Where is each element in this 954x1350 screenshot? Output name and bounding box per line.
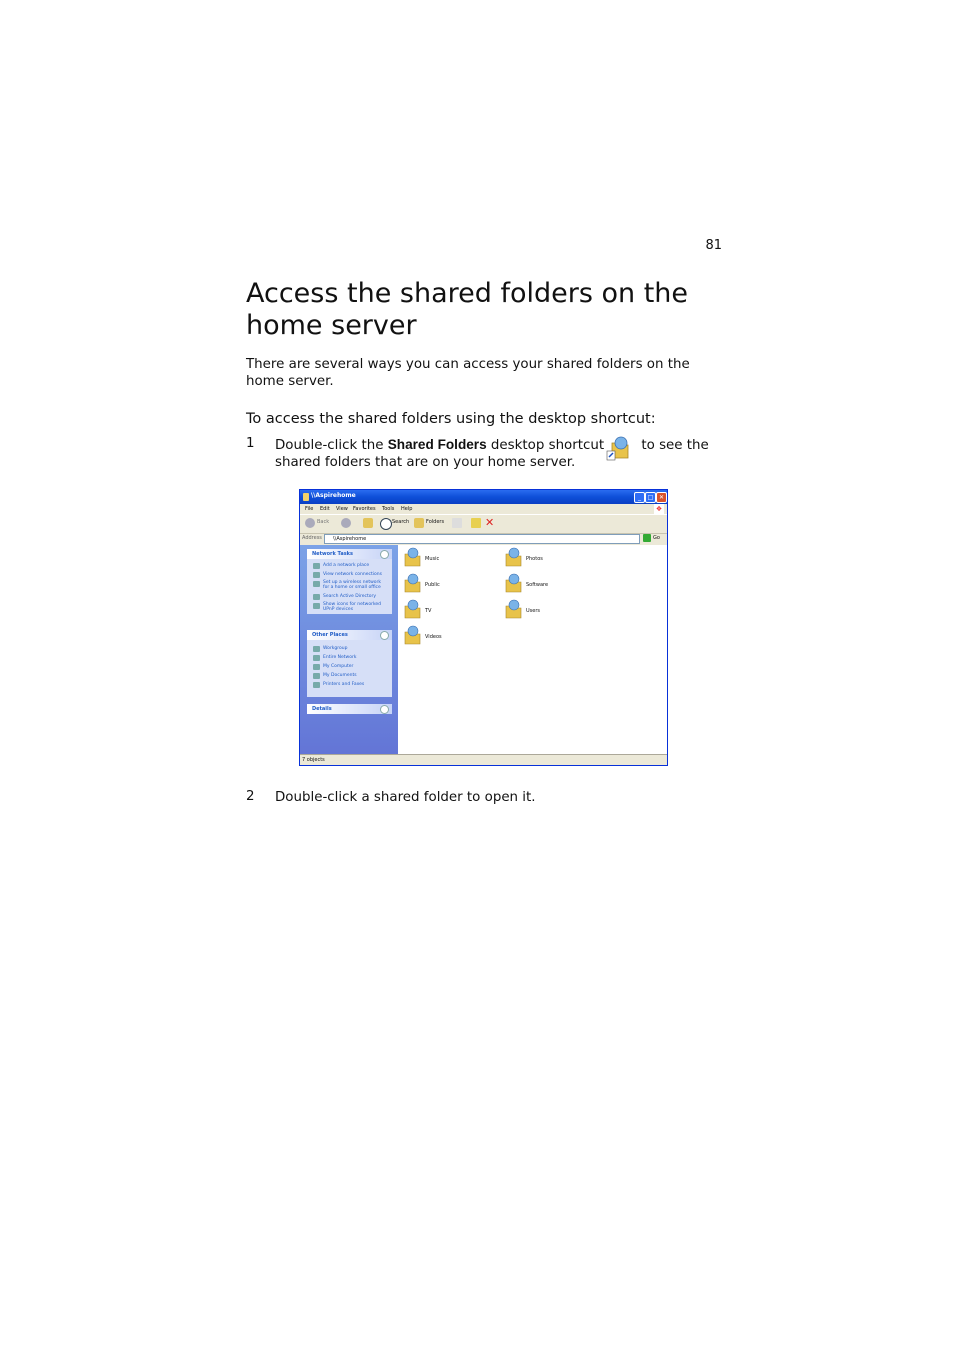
shared-folder-icon [504,599,522,619]
address-input[interactable]: \\Aspirehome [324,534,640,544]
details-panel [307,704,392,714]
step-1-text: Double-click the Shared Folders desktop shortcut to see the shared folders that are on your home server. [275,437,709,470]
step-1-number: 1 [246,436,255,451]
view-network-connections-link[interactable]: View network connections [323,572,382,577]
workgroup-icon [313,646,320,652]
forward-arrow-icon[interactable] [341,518,351,528]
show-upnp-icons-link[interactable]: Show icons for networked UPnP devices [323,602,382,612]
status-text: 7 objects [302,757,325,763]
explorer-window-screenshot [299,489,668,766]
window-title: \\Aspirehome [311,492,356,499]
menu-view[interactable]: View [336,506,348,512]
address-label: Address [302,535,322,541]
checkmark-icon[interactable] [471,518,481,528]
shared-folder-icon [403,547,421,567]
network-tasks-panel [307,549,392,614]
search-active-directory-link[interactable]: Search Active Directory [323,594,376,599]
my-documents-link[interactable]: My Documents [323,673,357,678]
menu-favorites[interactable]: Favorites [353,506,376,512]
close-button[interactable]: ✕ [656,492,667,503]
other-places-panel [307,630,392,697]
network-tasks-header[interactable]: Network Tasks [307,549,392,559]
back-button[interactable]: Back [317,519,330,525]
window-titlebar [300,490,667,504]
page-title: Access the shared folders on the home server [246,278,689,341]
go-arrow-icon[interactable] [643,534,651,542]
entire-network-icon [313,655,320,661]
shared-folder-icon [403,599,421,619]
back-arrow-icon[interactable] [305,518,315,528]
toolbar [300,514,667,534]
other-places-header[interactable]: Other Places [307,630,392,640]
maximize-button[interactable]: □ [645,492,656,503]
menu-help[interactable]: Help [401,506,413,512]
search-icon [380,518,392,530]
menu-edit[interactable]: Edit [320,506,330,512]
collapse-chevron-icon[interactable] [380,631,389,640]
shared-folder-icon [504,573,522,593]
window-icon [303,493,309,501]
shared-folder-icon [403,625,421,645]
shared-folders-shortcut-icon [606,434,632,462]
my-computer-icon [313,664,320,670]
folders-icon [414,518,424,528]
windows-logo-icon: ❖ [655,505,663,513]
printers-icon [313,682,320,688]
menu-file[interactable]: File [305,506,314,512]
shared-folder-icon [403,573,421,593]
workgroup-link[interactable]: Workgroup [323,646,348,651]
intro-paragraph: There are several ways you can access your shared folders on the home server. [246,357,690,389]
network-place-icon [313,563,320,569]
wireless-network-icon [313,581,320,587]
folder-view: Music Photos Public Software TV Users Videos [398,545,667,754]
task-pane [300,545,398,754]
add-network-place-link[interactable]: Add a network place [323,563,370,568]
minimize-button[interactable]: _ [634,492,645,503]
views-icon[interactable] [452,518,462,528]
details-header[interactable]: Details [307,704,392,714]
search-button[interactable]: Search [392,519,410,525]
procedure-subheading: To access the shared folders using the desktop shortcut: [246,411,656,427]
expand-chevron-icon[interactable] [380,705,389,714]
my-documents-icon [313,673,320,679]
folders-button[interactable]: Folders [426,519,445,525]
status-bar [300,754,667,766]
step-2-number: 2 [246,789,255,804]
printers-faxes-link[interactable]: Printers and Faxes [323,682,365,687]
address-bar [300,533,667,544]
page-number: 81 [705,238,722,253]
collapse-chevron-icon[interactable] [380,550,389,559]
go-button[interactable]: Go [653,535,660,541]
my-computer-link[interactable]: My Computer [323,664,354,669]
wireless-setup-link[interactable]: Set up a wireless network for a home or small office [323,580,382,590]
shared-folders-term: Shared Folders [387,437,487,452]
directory-search-icon [313,594,320,600]
shared-folder-icon [504,547,522,567]
network-connections-icon [313,572,320,578]
up-folder-icon[interactable] [363,518,373,528]
entire-network-link[interactable]: Entire Network [323,655,357,660]
menu-bar [300,504,667,514]
delete-x-icon[interactable]: ✕ [485,516,495,529]
step-2-text: Double-click a shared folder to open it. [275,790,536,805]
menu-tools[interactable]: Tools [382,506,395,512]
upnp-device-icon [313,603,320,609]
